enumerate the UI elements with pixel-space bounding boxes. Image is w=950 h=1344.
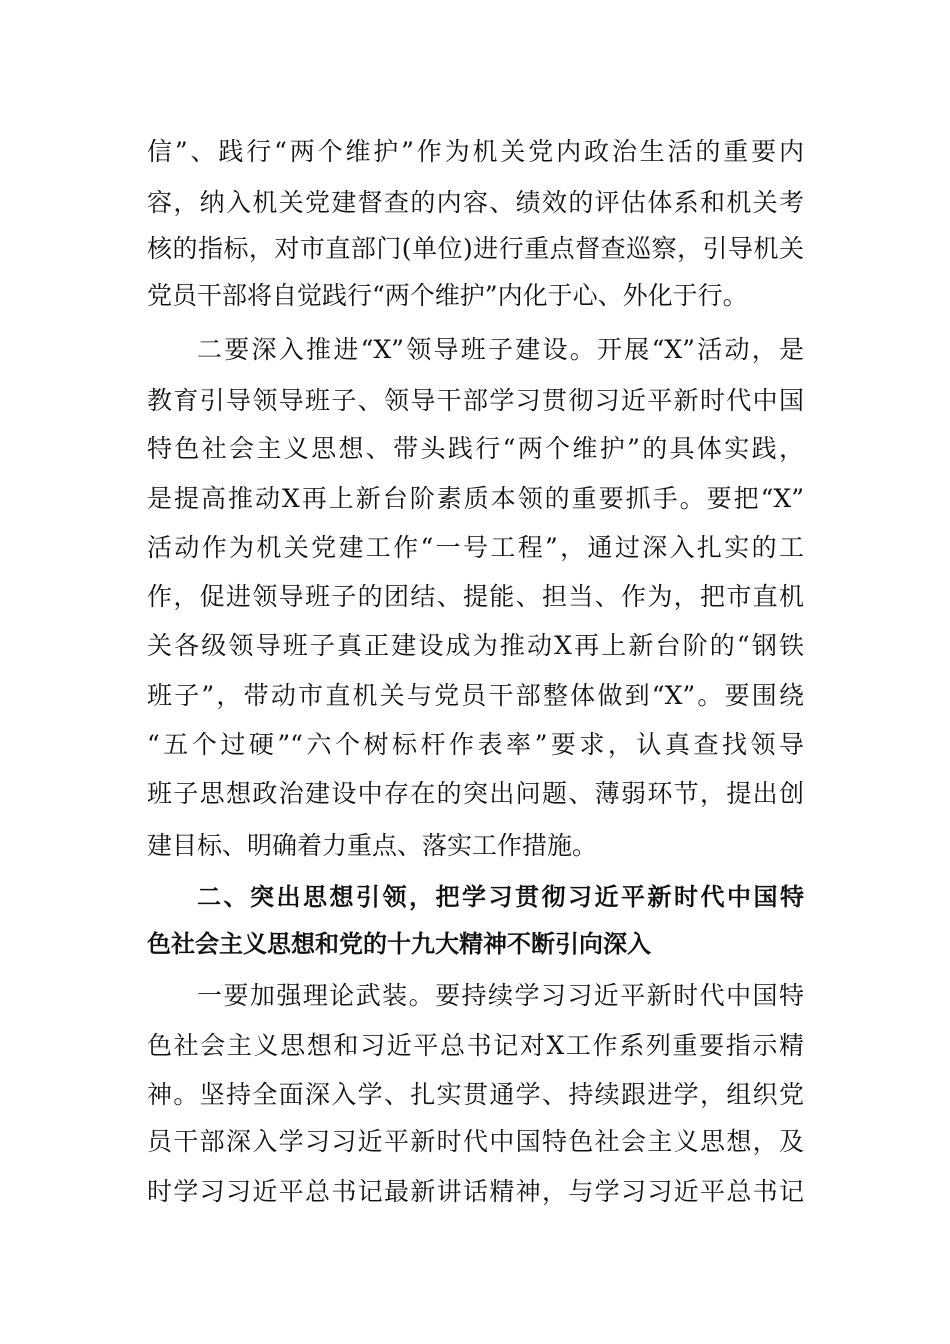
text-line: 建目标、明确着力重点、落实工作措施。 — [147, 831, 598, 860]
text-line: 信”、践行“两个维护”作为机关党内政治生活的重要内 — [147, 137, 804, 166]
section-heading: 二、突出思想引领，把学习贯彻习近平新时代中国特 — [197, 883, 804, 911]
text-line: 关各级领导班子真正建设成为推动X再上新台阶的“钢铁 — [147, 631, 804, 660]
section-heading: 色社会主义思想和党的十九大精神不断引向深入 — [147, 930, 651, 958]
text-line: 二要深入推进“X”领导班子建设。开展“X”活动，是 — [197, 335, 804, 364]
text-line: 员干部深入学习习近平新时代中国特色社会主义思想，及 — [147, 1127, 804, 1156]
text-line: 时学习习近平总书记最新讲话精神，与学习习近平总书记 — [147, 1177, 804, 1206]
text-line: 是提高推动X再上新台阶素质本领的重要抓手。要把“X” — [147, 484, 804, 513]
text-line: 核的指标，对市直部门(单位)进行重点督查巡察，引导机关 — [147, 234, 804, 263]
text-line: 作，促进领导班子的团结、提能、担当、作为，把市直机 — [147, 582, 804, 611]
text-line: 特色社会主义思想、带头践行“两个维护”的具体实践， — [147, 434, 804, 463]
text-line: 一要加强理论武装。要持续学习习近平新时代中国特 — [197, 981, 804, 1010]
text-line: 容，纳入机关党建督查的内容、绩效的评估体系和机关考 — [147, 188, 804, 217]
text-line: 神。坚持全面深入学、扎实贯通学、持续跟进学，组织党 — [147, 1080, 804, 1109]
text-line: “五个过硬”“六个树标杆作表率”要求，认真查找领导 — [147, 730, 804, 759]
text-line: 班子”，带动市直机关与党员干部整体做到“X”。要围绕 — [147, 681, 804, 710]
text-line: 活动作为机关党建工作“一号工程”，通过深入扎实的工 — [147, 533, 804, 562]
text-line: 色社会主义思想和习近平总书记对X工作系列重要指示精 — [147, 1031, 804, 1060]
text-line: 党员干部将自觉践行“两个维护”内化于心、外化于行。 — [147, 281, 748, 310]
text-line: 班子思想政治建设中存在的突出问题、薄弱环节，提出创 — [147, 779, 804, 808]
text-line: 教育引导领导班子、领导干部学习贯彻习近平新时代中国 — [147, 386, 804, 415]
